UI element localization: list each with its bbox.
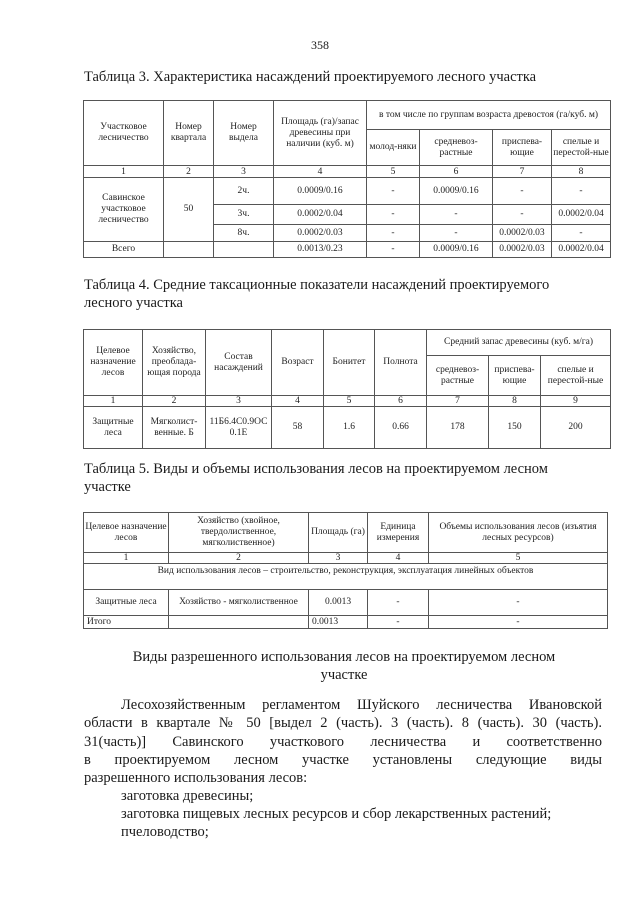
table4-caption-line2: лесного участка (84, 295, 183, 311)
section-heading-line1: Виды разрешенного использования лесов на проектируемом лесном (132, 649, 556, 665)
table3-caption: Таблица 3. Характеристика насаждений проектируемого лесного участка (84, 69, 537, 85)
table5 (83, 512, 608, 629)
young-value: - (367, 178, 420, 205)
area-value: 0.0013 (309, 590, 368, 616)
column-number: 4 (272, 396, 324, 407)
column-number: 4 (274, 166, 367, 178)
table4-header-maturing: приспева-ющие (489, 356, 541, 396)
table4-header-density: Полнота (375, 330, 427, 396)
column-number: 3 (214, 166, 274, 178)
column-number: 6 (375, 396, 427, 407)
area-value: 0.0002/0.04 (274, 205, 367, 225)
section-heading (84, 648, 604, 684)
table4 (83, 329, 611, 449)
volume-value: - (429, 590, 608, 616)
table3-header-forestry: Участковое лесничество (84, 101, 164, 166)
mature-stock-value: 200 (541, 407, 611, 449)
area-value: 0.0002/0.03 (274, 225, 367, 242)
column-number: 2 (164, 166, 214, 178)
maturing-value: - (493, 178, 552, 205)
bonitet-value: 1.6 (324, 407, 375, 449)
purpose-value: Защитные леса (84, 407, 143, 449)
table5-header-purpose: Целевое назначение лесов (84, 513, 169, 553)
table4-header-composition: Состав насаждений (206, 330, 272, 396)
table4-numbering-row (84, 396, 611, 407)
table5-header-volume: Объемы использования лесов (изъятия лесных ресурсов) (429, 513, 608, 553)
table5-header-farm: Хозяйство (хвойное, твердолиственное, мягколиственное) (169, 513, 309, 553)
column-number: 4 (368, 553, 429, 564)
total-unit: - (368, 616, 429, 629)
paragraph-line: Лесохозяйственным регламентом Шуйского лесничества Ивановской (121, 697, 602, 713)
column-number: 2 (143, 396, 206, 407)
table3-header-middle: средневоз-растные (420, 130, 493, 166)
middle-value: - (420, 225, 493, 242)
total-young: - (367, 242, 420, 258)
table-row (84, 407, 611, 449)
column-number: 8 (552, 166, 611, 178)
total-area: 0.0013 (309, 616, 368, 629)
table3-header-mature: спелые и перестой-ные (552, 130, 611, 166)
table4-header-mature: спелые и перестой-ные (541, 356, 611, 396)
total-label: Всего (84, 242, 164, 258)
plot-number: 3ч. (214, 205, 274, 225)
paragraph-line: 31(часть)] Савинского участкового лесничества и соответственно (84, 733, 602, 750)
column-number: 5 (367, 166, 420, 178)
total-mature: 0.0002/0.04 (552, 242, 611, 258)
column-number: 5 (324, 396, 375, 407)
mature-value: - (552, 225, 611, 242)
column-number: 1 (84, 396, 143, 407)
young-value: - (367, 225, 420, 242)
total-volume: - (429, 616, 608, 629)
column-number: 1 (84, 553, 169, 564)
farm-value: Хозяйство - мягколиственное (169, 590, 309, 616)
regulation-paragraph (84, 696, 602, 787)
middle-stock-value: 178 (427, 407, 489, 449)
column-number: 3 (206, 396, 272, 407)
middle-value: - (420, 205, 493, 225)
table5-header-area: Площадь (га) (309, 513, 368, 553)
paragraph-line: области в квартале № 50 [выдел 2 (часть). 3 (часть). 8 (часть). 30 (часть). (84, 715, 602, 732)
farm-value: Мягколист-венные. Б (143, 407, 206, 449)
paragraph-line: в проектируемом лесном участке установлены следующие виды (84, 751, 602, 768)
total-quarter (164, 242, 214, 258)
density-value: 0.66 (375, 407, 427, 449)
composition-value: 11Б6.4С0.9ОС 0.1Е (206, 407, 272, 449)
table3-header-area: Площадь (га)/запас древесины при наличии (куб. м) (274, 101, 367, 166)
column-number: 5 (429, 553, 608, 564)
maturing-stock-value: 150 (489, 407, 541, 449)
table3-header-quarter: Номер квартала (164, 101, 214, 166)
column-number: 1 (84, 166, 164, 178)
unit-value: - (368, 590, 429, 616)
plot-number: 2ч. (214, 178, 274, 205)
table4-header-farm: Хозяйство, преоблада-ющая порода (143, 330, 206, 396)
table4-header-age: Возраст (272, 330, 324, 396)
table5-header-unit: Единица измерения (368, 513, 429, 553)
usage-type-section: Вид использования лесов – строительство, реконструкция, эксплуатация линейных объектов (84, 564, 608, 590)
column-number: 9 (541, 396, 611, 407)
table4-caption (84, 276, 604, 312)
table5-section-row (84, 564, 608, 590)
mature-value: 0.0002/0.04 (552, 205, 611, 225)
table5-total-row (84, 616, 608, 629)
page-number: 358 (311, 38, 329, 52)
table3-header-age-groups: в том числе по группам возраста древостоя (га/куб. м) (367, 101, 611, 130)
column-number: 7 (427, 396, 489, 407)
total-plot (214, 242, 274, 258)
table5-numbering-row (84, 553, 608, 564)
table3-header-young: молод-няки (367, 130, 420, 166)
plot-number: 8ч. (214, 225, 274, 242)
section-heading-line2: участке (320, 667, 368, 683)
forestry-name: Савинское участковое лесничество (84, 178, 164, 242)
total-area: 0.0013/0.23 (274, 242, 367, 258)
table4-header-purpose: Целевое назначение лесов (84, 330, 143, 396)
total-maturing: 0.0002/0.03 (493, 242, 552, 258)
mature-value: - (552, 178, 611, 205)
table5-caption (84, 460, 604, 496)
paragraph-line: разрешенного использования лесов: (84, 770, 308, 787)
total-label: Итого (84, 616, 169, 629)
table3-total-row (84, 242, 611, 258)
table5-caption-line2: участке (84, 479, 131, 495)
table4-caption-line1: Таблица 4. Средние таксационные показатели насаждений проектируемого (84, 277, 550, 293)
age-value: 58 (272, 407, 324, 449)
column-number: 8 (489, 396, 541, 407)
column-number: 7 (493, 166, 552, 178)
maturing-value: 0.0002/0.03 (493, 225, 552, 242)
quarter-number: 50 (164, 178, 214, 242)
table4-header-middle: средневоз-растные (427, 356, 489, 396)
usage-item: пчеловодство; (121, 824, 209, 840)
table3-header-maturing: приспева-ющие (493, 130, 552, 166)
purpose-value: Защитные леса (84, 590, 169, 616)
table4-header-stock: Средний запас древесины (куб. м/га) (427, 330, 611, 356)
table-row (84, 590, 608, 616)
table3 (83, 100, 611, 258)
column-number: 3 (309, 553, 368, 564)
table5-caption-line1: Таблица 5. Виды и объемы использования лесов на проектируемом лесном (84, 461, 548, 477)
table3-header-plot: Номер выдела (214, 101, 274, 166)
area-value: 0.0009/0.16 (274, 178, 367, 205)
maturing-value: - (493, 205, 552, 225)
middle-value: 0.0009/0.16 (420, 178, 493, 205)
table4-header-bonitet: Бонитет (324, 330, 375, 396)
table3-numbering-row (84, 166, 611, 178)
usage-item: заготовка древесины; (121, 788, 254, 804)
column-number: 2 (169, 553, 309, 564)
total-middle: 0.0009/0.16 (420, 242, 493, 258)
usage-item: заготовка пищевых лесных ресурсов и сбор лекарственных растений; (121, 806, 552, 822)
total-farm (169, 616, 309, 629)
column-number: 6 (420, 166, 493, 178)
young-value: - (367, 205, 420, 225)
table-row (84, 178, 611, 205)
